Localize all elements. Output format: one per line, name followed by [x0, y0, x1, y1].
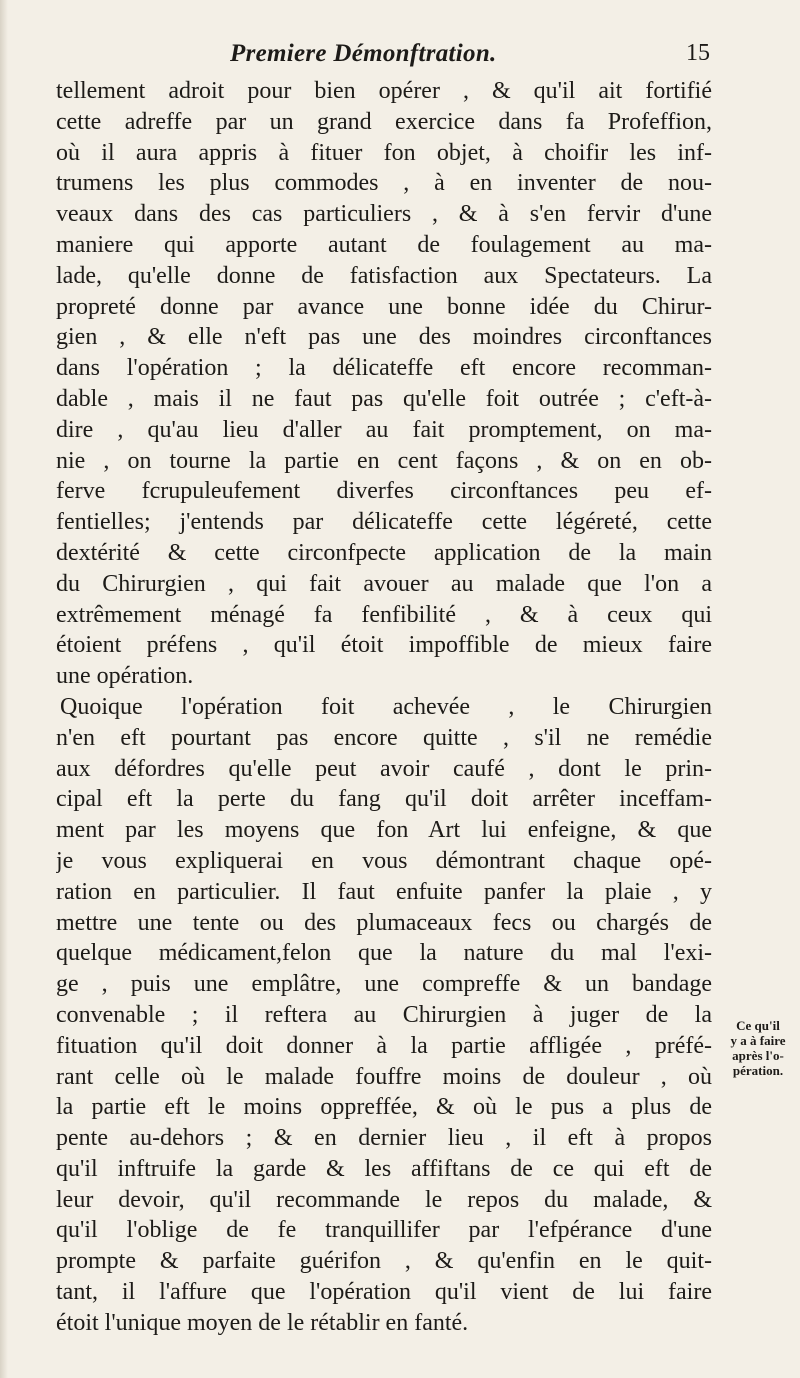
marginal-note-line: y a à faire — [730, 1033, 786, 1048]
text-line: fituation qu'il doit donner à la partie affligée , préfé- — [56, 1032, 712, 1059]
text-line: dable , mais il ne faut pas qu'elle foit outrée ; c'eft-à- — [56, 385, 712, 412]
running-head — [230, 40, 710, 72]
text-line: dextérité & cette circonfpecte application de la main — [56, 539, 712, 566]
text-line: n'en eft pourtant pas encore quitte , s'il ne remédie — [56, 724, 712, 751]
text-line: je vous expliquerai en vous démontrant chaque opé- — [56, 847, 712, 874]
marginal-note-line: après l'o- — [732, 1048, 784, 1063]
text-line: extrêmement ménagé fa fenfibilité , & à ceux qui — [56, 601, 712, 628]
text-line: tellement adroit pour bien opérer , & qu'il ait fortifié — [56, 78, 712, 104]
text-line: fentielles; j'entends par délicateffe cette légéreté, cette — [56, 509, 712, 536]
page-number: 15 — [686, 40, 710, 66]
text-line: pente au-dehors ; & en dernier lieu , il eft à propos — [56, 1125, 712, 1152]
marginal-note-line: pération. — [732, 1063, 784, 1078]
text-line: lade, qu'elle donne de fatisfaction aux Spectateurs. La — [56, 262, 712, 289]
text-line: nie , on tourne la partie en cent façons , & on en ob- — [56, 447, 712, 474]
text-line: ment par les moyens que fon Art lui enfeigne, & que — [56, 817, 712, 844]
text-line: tant, il l'affure que l'opération qu'il vient de lui faire — [56, 1279, 712, 1306]
text-line: étoient préfens , qu'il étoit impoffible de mieux faire — [56, 632, 712, 659]
text-line: prompte & parfaite guérifon , & qu'enfin en le quit- — [56, 1248, 712, 1275]
paragraph-start-line: Quoique l'opération foit achevée , le Chirurgien — [60, 693, 712, 720]
text-line: où il aura appris à fituer fon objet, à choifir les inf- — [56, 139, 712, 166]
text-line: gien , & elle n'eft pas une des moindres circonftances — [56, 324, 712, 351]
text-line: aux défordres qu'elle peut avoir caufé , dont le prin- — [56, 755, 712, 782]
text-line: dans l'opération ; la délicateffe eft encore recomman- — [56, 355, 712, 382]
text-line: la partie eft le moins oppreffée, & où le pus a plus de — [56, 1094, 712, 1121]
text-line: ge , puis une emplâtre, une compreffe & un bandage — [56, 971, 712, 998]
text-line: rant celle où le malade fouffre moins de douleur , où — [56, 1063, 712, 1090]
text-line: qu'il inftruife la garde & les affiftans de ce qui eft de — [56, 1155, 712, 1182]
paragraph-end-line: une opération. — [56, 663, 194, 690]
page-edge — [0, 0, 8, 1378]
text-line: propreté donne par avance une bonne idée du Chirur- — [56, 293, 712, 320]
text-line: ferve fcrupuleufement diverfes circonftances peu ef- — [56, 478, 712, 505]
text-line: dire , qu'au lieu d'aller au fait promptement, on ma- — [56, 416, 712, 443]
text-line: cette adreffe par un grand exercice dans fa Profeffion, — [56, 108, 712, 135]
body-text — [56, 76, 712, 1339]
text-line: mettre une tente ou des plumaceaux fecs ou chargés de — [56, 909, 712, 936]
text-line: cipal eft la perte du fang qu'il doit arrêter inceffam- — [56, 786, 712, 813]
text-line: veaux dans des cas particuliers , & à s'en fervir d'une — [56, 201, 712, 228]
marginal-note-line: Ce qu'il — [736, 1018, 780, 1033]
text-line: ration en particulier. Il faut enfuite panfer la plaie , y — [56, 878, 712, 905]
text-line: qu'il l'oblige de fe tranquillifer par l'efpérance d'une — [56, 1217, 712, 1244]
text-line: du Chirurgien , qui fait avouer au malade que l'on a — [56, 570, 712, 597]
text-line: maniere qui apporte autant de foulagement au ma- — [56, 231, 712, 258]
text-line: convenable ; il reftera au Chirurgien à juger de la — [56, 1001, 712, 1028]
text-line: leur devoir, qu'il recommande le repos du malade, & — [56, 1186, 712, 1213]
text-line: trumens les plus commodes , à en inventer de nou- — [56, 170, 712, 197]
text-line: quelque médicament,felon que la nature du mal l'exi- — [56, 940, 712, 967]
marginal-note — [719, 1018, 797, 1078]
paragraph-end-line: étoit l'unique moyen de le rétablir en fanté. — [56, 1309, 469, 1336]
running-title: Premiere Démonftration. — [230, 40, 497, 67]
